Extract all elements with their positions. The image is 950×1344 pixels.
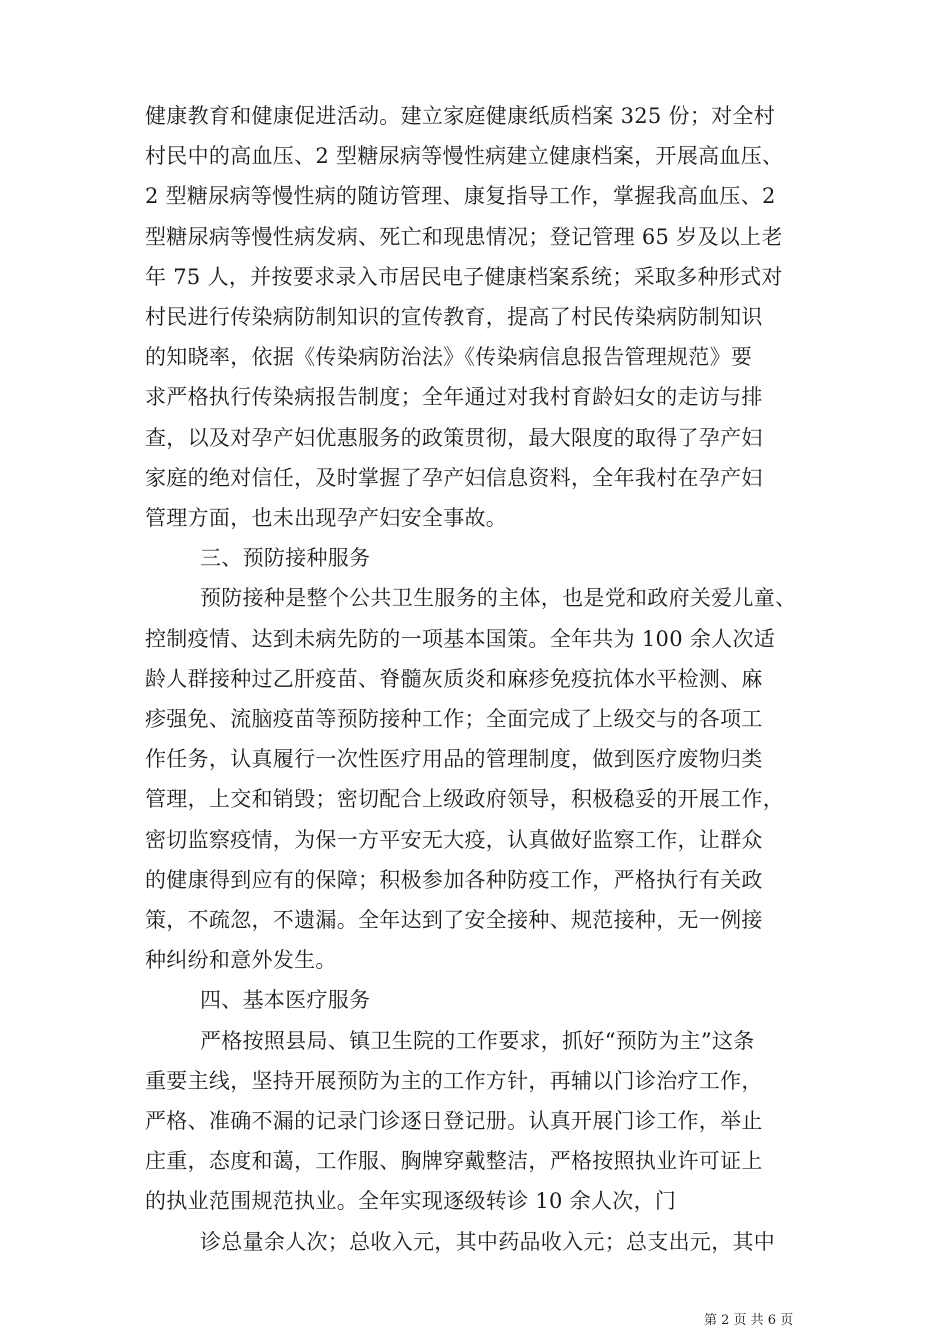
body-line: 查，以及对孕产妇优惠服务的政策贯彻，最大限度的取得了孕产妇 [145, 426, 763, 450]
body-line: 密切监察疫情，为保一方平安无大疫，认真做好监察工作，让群众 [145, 828, 763, 852]
body-line: 的知晓率，依据《传染病防治法》《传染病信息报告管理规范》要 [145, 345, 753, 369]
body-line: 种纠纷和意外发生。 [145, 948, 337, 972]
body-line: 的执业范围规范执业。全年实现逐级转诊 10 余人次，门 [145, 1189, 677, 1213]
body-line: 龄人群接种过乙肝疫苗、脊髓灰质炎和麻疹免疫抗体水平检测、麻 [145, 667, 763, 691]
body-line: 重要主线，坚持开展预防为主的工作方针，再辅以门诊治疗工作， [145, 1069, 763, 1093]
body-line: 健康教育和健康促进活动。建立家庭健康纸质档案 325 份；对全村 [145, 104, 776, 128]
body-line: 家庭的绝对信任，及时掌握了孕产妇信息资料，全年我村在孕产妇 [145, 466, 763, 490]
section-heading: 四、基本医疗服务 [200, 988, 371, 1012]
body-line: 控制疫情、达到未病先防的一项基本国策。全年共为 100 余人次适 [145, 627, 776, 651]
body-line: 疹强免、流脑疫苗等预防接种工作；全面完成了上级交与的各项工 [145, 707, 763, 731]
body-line: 型糖尿病等慢性病发病、死亡和现患情况；登记管理 65 岁及以上老 [145, 225, 783, 249]
body-line: 严格按照县局、镇卫生院的工作要求，抓好“预防为主”这条 [200, 1029, 755, 1053]
body-line: 诊总量余人次；总收入元，其中药品收入元；总支出元，其中 [200, 1230, 776, 1254]
section-heading: 三、预防接种服务 [200, 546, 371, 570]
body-line: 作任务，认真履行一次性医疗用品的管理制度，做到医疗废物归类 [145, 747, 763, 771]
body-line: 的健康得到应有的保障；积极参加各种防疫工作，严格执行有关政 [145, 868, 763, 892]
page-footer: 第 2 页 共 6 页 [704, 1313, 794, 1328]
body-line: 策，不疏忽，不遗漏。全年达到了安全接种、规范接种，无一例接 [145, 908, 763, 932]
body-line: 年 75 人，并按要求录入市居民电子健康档案系统；采取多种形式对 [145, 265, 783, 289]
body-line: 严格、准确不漏的记录门诊逐日登记册。认真开展门诊工作，举止 [145, 1109, 763, 1133]
body-line: 求严格执行传染病报告制度；全年通过对我村育龄妇女的走访与排 [145, 385, 763, 409]
body-line: 管理，上交和销毁；密切配合上级政府领导，积极稳妥的开展工作， [145, 787, 784, 811]
body-line: 预防接种是整个公共卫生服务的主体，也是党和政府关爱儿童、 [200, 586, 797, 610]
body-line: 村民中的高血压、2 型糖尿病等慢性病建立健康档案，开展高血压、 [145, 144, 784, 168]
body-line: 庄重，态度和蔼，工作服、胸牌穿戴整洁，严格按照执业许可证上 [145, 1149, 763, 1173]
body-line: 2 型糖尿病等慢性病的随访管理、康复指导工作，掌握我高血压、2 [145, 184, 776, 208]
body-line: 村民进行传染病防制知识的宣传教育，提高了村民传染病防制知识 [145, 305, 763, 329]
body-line: 管理方面，也未出现孕产妇安全事故。 [145, 506, 508, 530]
